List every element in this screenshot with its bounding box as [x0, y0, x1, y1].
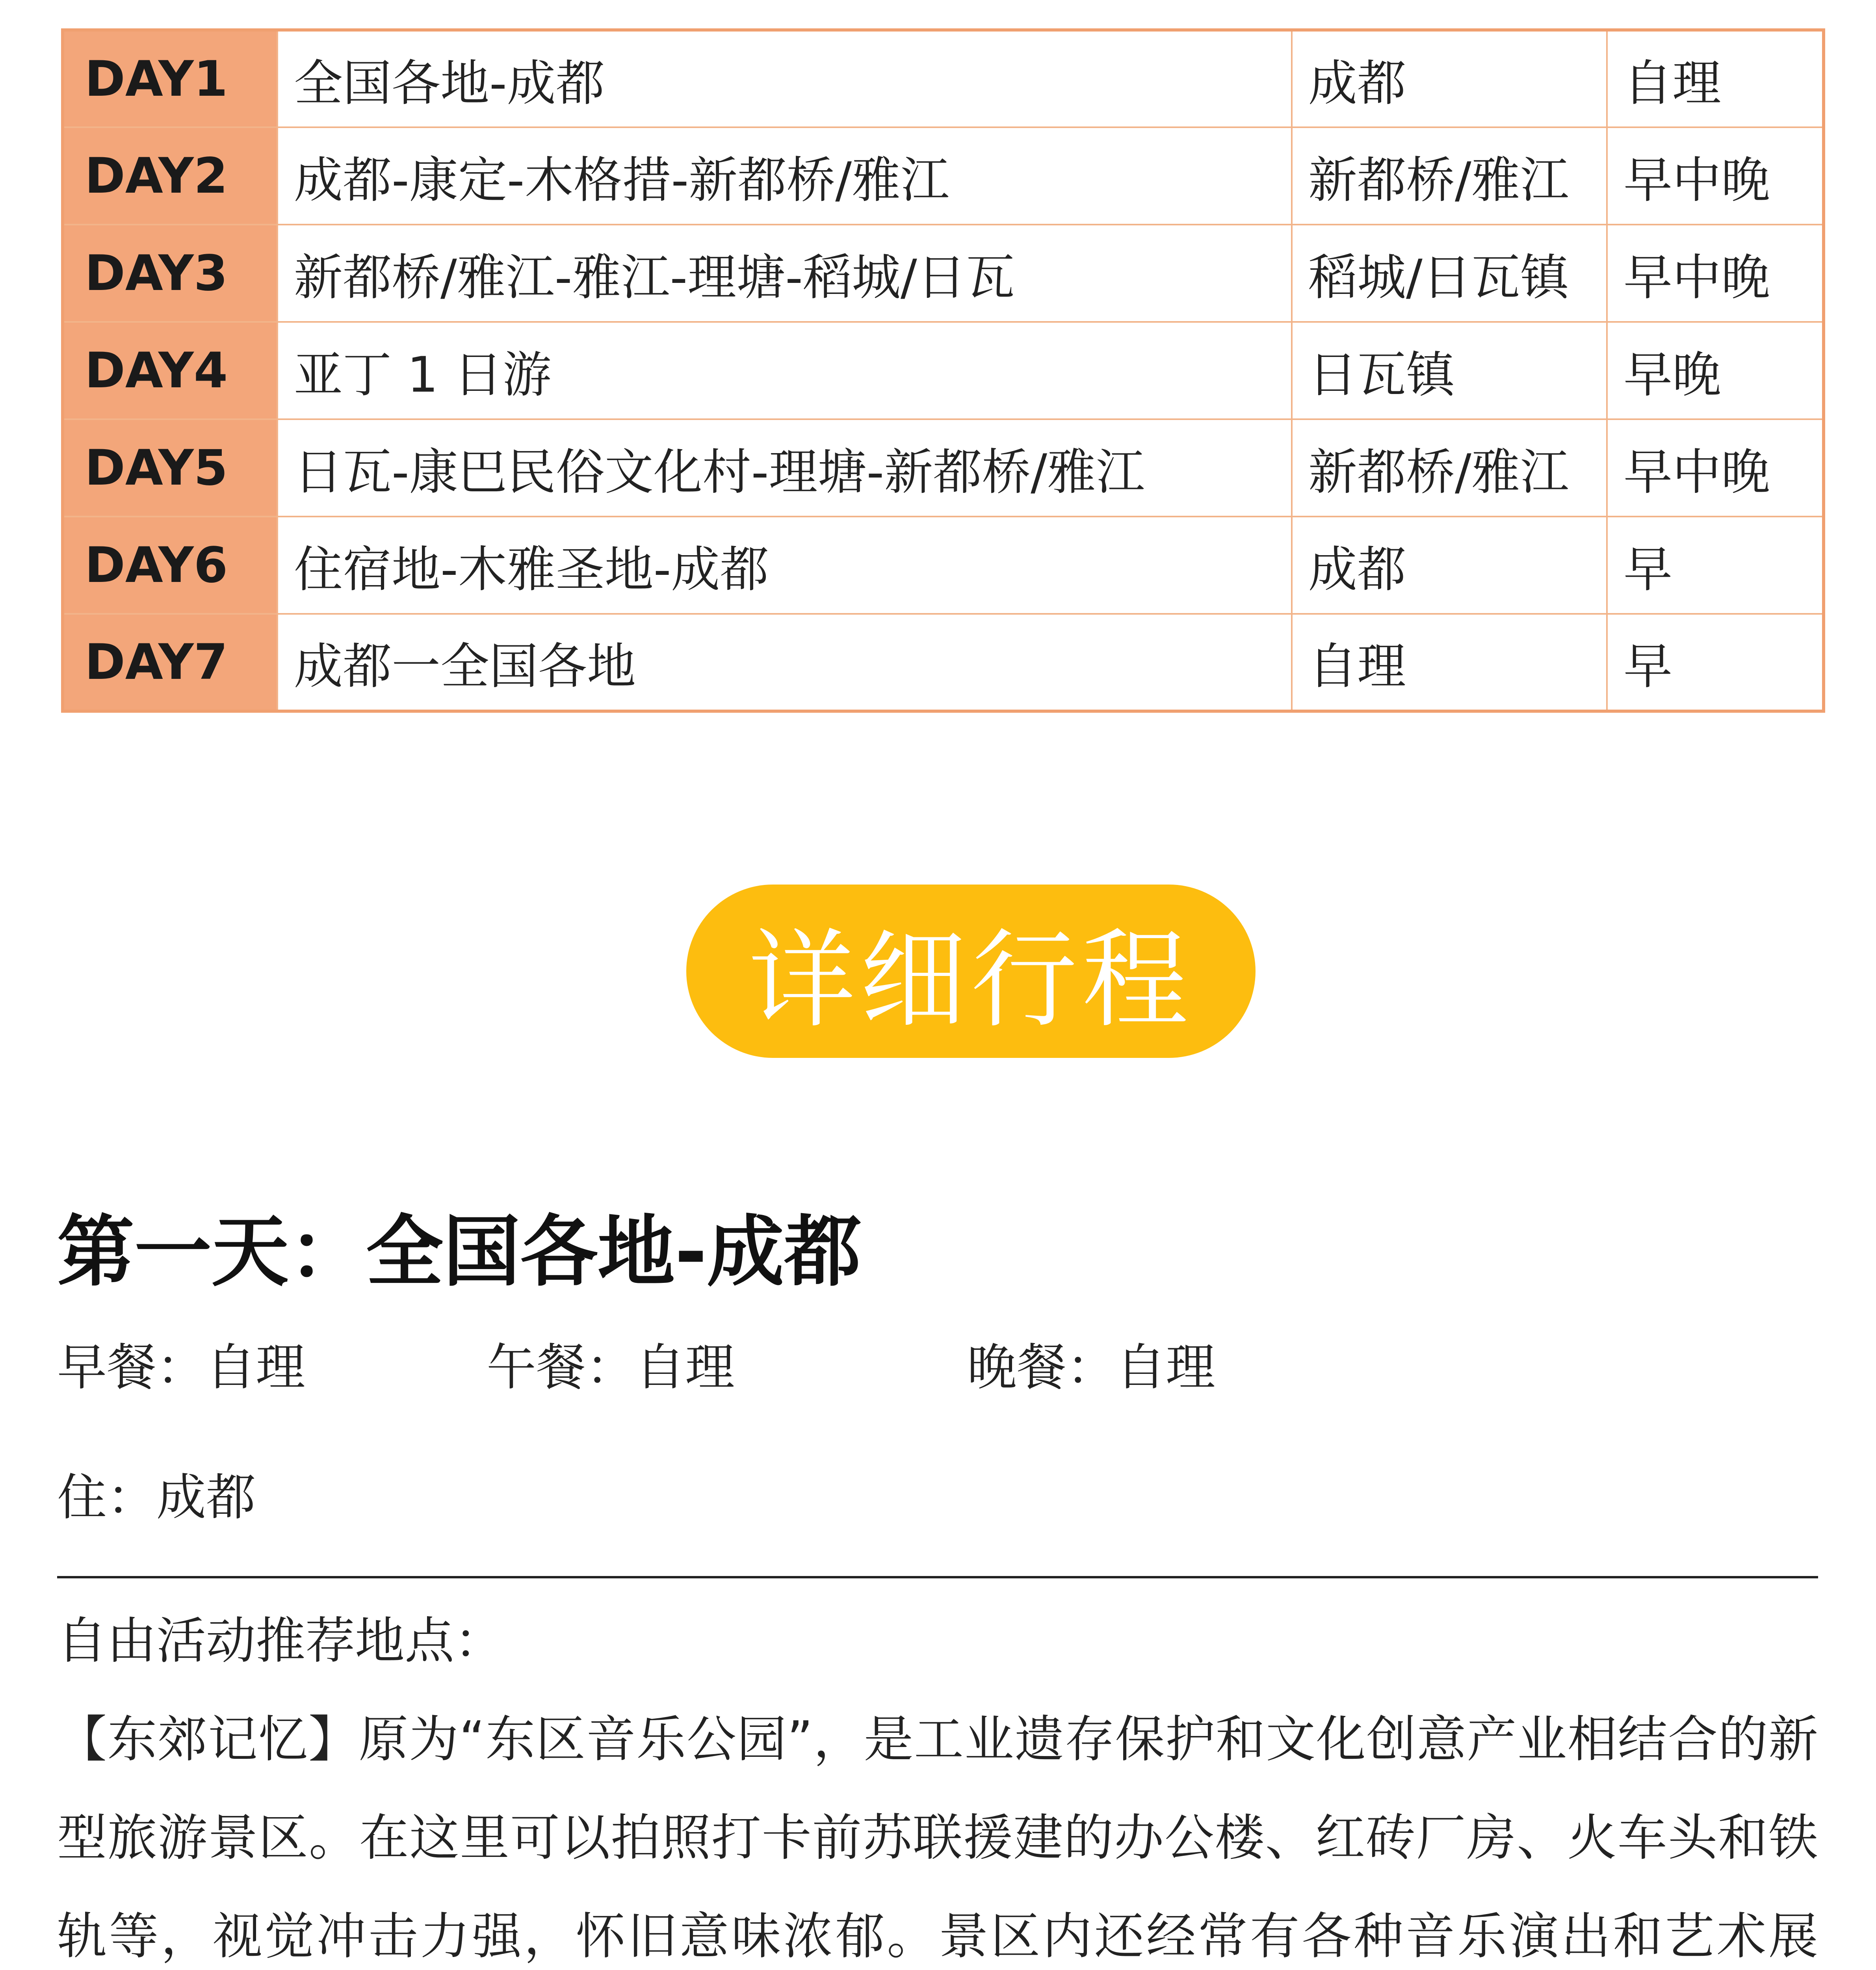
- paragraph-dongjiao-memory: 【东郊记忆】原为“东区音乐公园”，是工业遗存保护和文化创意产业相结合的新型旅游景区。在这里可以拍照打卡前苏联援建的办公楼、红砖厂房、火车头和铁轨等，视觉冲击力强，怀旧意味浓郁。景区内还经常有各种音乐演出和艺术展: [57, 1710, 1818, 1965]
- stay-cell: 新都桥/雅江: [1292, 127, 1607, 225]
- meals-cell: 早: [1607, 614, 1824, 711]
- day-cell: DAY3: [63, 225, 277, 322]
- route-cell: 日瓦-康巴民俗文化村-理塘-新都桥/雅江: [277, 419, 1292, 517]
- recommend-heading: 自由活动推荐地点：: [57, 1612, 504, 1670]
- stay-cell: 日瓦镇: [1292, 322, 1607, 419]
- stay-cell: 稻城/日瓦镇: [1292, 225, 1607, 322]
- day-cell: DAY4: [63, 322, 277, 419]
- itinerary-table: [61, 28, 1825, 713]
- day-cell: DAY1: [63, 30, 277, 127]
- stay-cell: 成都: [1292, 517, 1607, 614]
- stay-cell: 新都桥/雅江: [1292, 419, 1607, 517]
- itinerary-table-body: [63, 30, 1824, 711]
- meals-cell: 早中晚: [1607, 225, 1824, 322]
- route-cell: 成都一全国各地: [277, 614, 1292, 711]
- section-divider: [57, 1576, 1818, 1578]
- route-cell: 新都桥/雅江-雅江-理塘-稻城/日瓦: [277, 225, 1292, 322]
- route-cell: 全国各地-成都: [277, 30, 1292, 127]
- route-cell: 亚丁 1 日游: [277, 322, 1292, 419]
- meals-cell: 早中晚: [1607, 127, 1824, 225]
- itinerary-row: [63, 517, 1824, 614]
- meals-cell: 早晚: [1607, 322, 1824, 419]
- stay-cell: 成都: [1292, 30, 1607, 127]
- breakfast-info: 早餐：自理: [57, 1338, 305, 1396]
- day-cell: DAY2: [63, 127, 277, 225]
- day-cell: DAY5: [63, 419, 277, 517]
- itinerary-row: [63, 225, 1824, 322]
- dinner-info: 晚餐：自理: [967, 1338, 1215, 1396]
- day1-title: 第一天：全国各地-成都: [57, 1207, 862, 1297]
- itinerary-row: [63, 419, 1824, 517]
- day-cell: DAY7: [63, 614, 277, 711]
- day1-description: [57, 1592, 1818, 1970]
- meals-cell: 早中晚: [1607, 419, 1824, 517]
- route-cell: 成都-康定-木格措-新都桥/雅江: [277, 127, 1292, 225]
- stay-cell: 自理: [1292, 614, 1607, 711]
- day-cell: DAY6: [63, 517, 277, 614]
- lunch-info: 午餐：自理: [487, 1338, 735, 1396]
- itinerary-row: [63, 30, 1824, 127]
- accommodation-info: 住：成都: [57, 1468, 256, 1526]
- section-title-badge: 详细行程: [686, 885, 1256, 1058]
- itinerary-row: [63, 127, 1824, 225]
- meals-cell: 早: [1607, 517, 1824, 614]
- meals-cell: 自理: [1607, 30, 1824, 127]
- itinerary-row: [63, 322, 1824, 419]
- itinerary-row: [63, 614, 1824, 711]
- route-cell: 住宿地-木雅圣地-成都: [277, 517, 1292, 614]
